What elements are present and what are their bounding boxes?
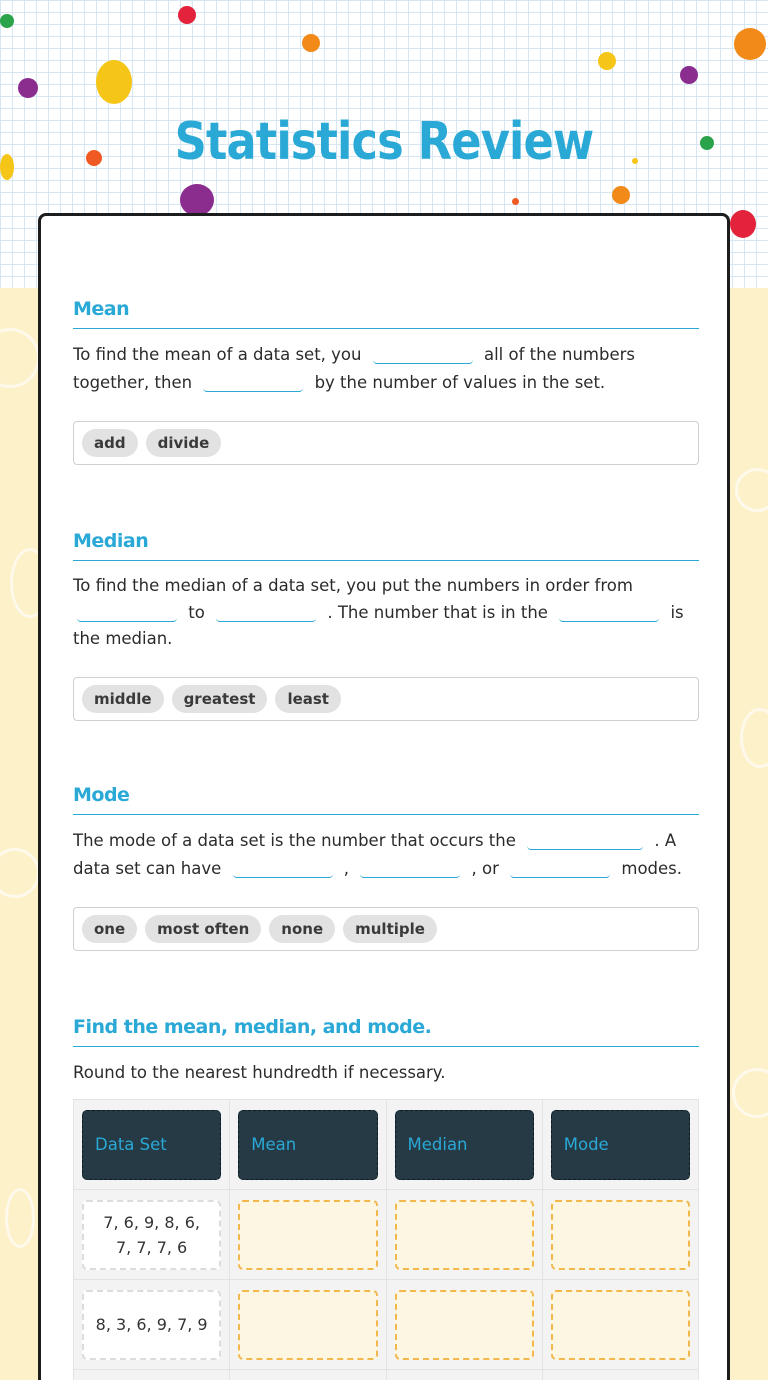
header-data-set: Data Set: [82, 1110, 221, 1180]
word-chip-least[interactable]: least: [275, 685, 341, 713]
find-heading: Find the mean, median, and mode.: [73, 1016, 699, 1047]
median-text-3: . The number that is in the: [327, 602, 548, 622]
median-text-1: To find the median of a data set, you put the numbers in order from: [73, 576, 633, 595]
worksheet-card: [38, 213, 730, 1380]
word-chip-greatest[interactable]: greatest: [172, 685, 268, 713]
mode-section: [73, 784, 699, 951]
median-answer-box[interactable]: [395, 1290, 534, 1360]
median-word-bank: [73, 677, 699, 721]
median-text-4: is the median.: [73, 602, 684, 648]
word-chip-middle[interactable]: middle: [82, 685, 164, 713]
word-chip-multiple[interactable]: multiple: [343, 915, 437, 943]
median-paragraph: [73, 573, 699, 653]
data-set-cell: 8, 3, 6, 9, 7, 9: [82, 1290, 221, 1360]
mode-answer-box[interactable]: [551, 1290, 690, 1360]
mode-word-bank: [73, 907, 699, 951]
median-blank-1[interactable]: [77, 604, 177, 622]
table-header-row: [74, 1100, 699, 1190]
mean-paragraph: [73, 341, 699, 397]
header-mean: Mean: [238, 1110, 377, 1180]
word-chip-most-often[interactable]: most often: [145, 915, 261, 943]
data-set-cell: 7, 6, 9, 8, 6, 7, 7, 7, 6: [82, 1200, 221, 1270]
mode-blank-1[interactable]: [527, 832, 643, 850]
mode-blank-2[interactable]: [233, 860, 333, 878]
word-chip-one[interactable]: one: [82, 915, 137, 943]
mean-section: [73, 298, 699, 465]
word-chip-divide[interactable]: divide: [146, 429, 222, 457]
header-median: Median: [395, 1110, 534, 1180]
mode-text-2: . A data set can have: [73, 831, 677, 878]
table-row: [74, 1190, 699, 1280]
mode-answer-box[interactable]: [551, 1200, 690, 1270]
word-chip-none[interactable]: none: [269, 915, 335, 943]
mode-text-1: The mode of a data set is the number that occurs the: [73, 831, 516, 850]
mean-blank-1[interactable]: [373, 346, 473, 364]
median-answer-box[interactable]: [395, 1200, 534, 1270]
word-chip-add[interactable]: add: [82, 429, 138, 457]
mean-text-2: all of the numbers together, then: [73, 345, 635, 392]
median-blank-2[interactable]: [216, 604, 316, 622]
median-section: [73, 530, 699, 721]
median-blank-3[interactable]: [559, 604, 659, 622]
median-heading: Median: [73, 530, 699, 561]
mode-paragraph: [73, 827, 699, 883]
mode-blank-3[interactable]: [360, 860, 460, 878]
find-instructions: Round to the nearest hundredth if necessary.: [73, 1063, 446, 1082]
median-text-2: to: [188, 602, 205, 622]
mean-answer-box[interactable]: [238, 1290, 377, 1360]
table-row: [74, 1280, 699, 1370]
mean-word-bank: [73, 421, 699, 465]
statistics-table: [73, 1099, 699, 1380]
mode-blank-4[interactable]: [510, 860, 610, 878]
table-row: [74, 1370, 699, 1380]
page-title: Statistics Review: [174, 112, 594, 172]
header-mode: Mode: [551, 1110, 690, 1180]
mean-heading: Mean: [73, 298, 699, 329]
mean-text-3: by the number of values in the set.: [314, 373, 606, 392]
mode-heading: Mode: [73, 784, 699, 815]
mode-text-3: ,: [343, 859, 349, 878]
find-section: [73, 1016, 699, 1087]
mode-text-5: modes.: [621, 859, 683, 878]
mode-text-4: , or: [471, 859, 499, 878]
mean-blank-2[interactable]: [203, 374, 303, 392]
mean-answer-box[interactable]: [238, 1200, 377, 1270]
mean-text-1: To find the mean of a data set, you: [73, 345, 362, 364]
